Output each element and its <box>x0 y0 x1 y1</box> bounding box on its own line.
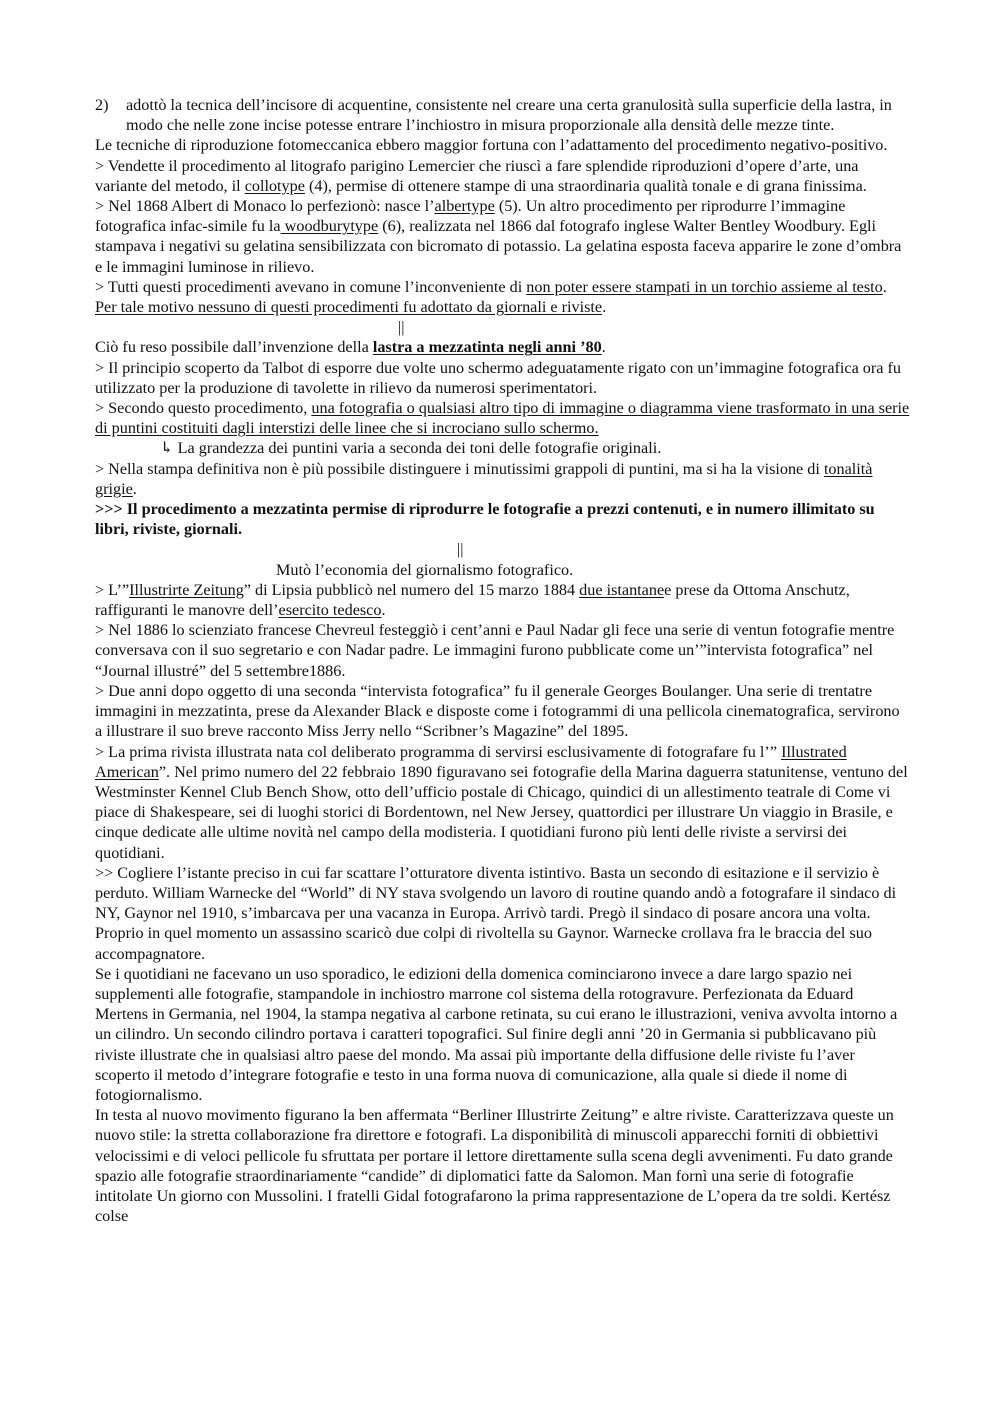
paragraph-berliner: In testa al nuovo movimento figurano la ben affermata “Berliner Illustrirte Zeitung” e altre riviste. Caratterizzava queste un nuovo stile: la stretta collaborazione fra direttore e fotografi. La disponibilità di minuscoli apparecchi forniti di obbiettivi velocissimi e di veloci pellicole fu sfruttata per portare il lettore direttamente sulla scena degli avvenimenti. Fu dato grande spazio alle fotografie straordinariamente “candide” di diplomatici fatte da Salomon. Man fornì una serie di fotografie intitolate Un giorno con Mussolini. I fratelli Gidal fotografarono la prima rappresentazione de L’opera da tre soldi. Kertész colse <box>95 1106 894 1226</box>
underlined-phrase: Per tale motivo nessuno di questi procedimenti fu adottato da giornali e riviste <box>95 298 603 317</box>
text-run: ” di Lipsia pubblicò nel numero del 15 marzo 1884 <box>243 580 580 599</box>
paragraph-illustrated-american <box>95 742 910 863</box>
paragraph-warnecke: >> Cogliere l’istante preciso in cui far scattare l’otturatore diventa istintivo. Basta un secondo di esitazione e il servizio è perduto. William Warnecke del “World” di NY stava svolgendo un lavoro di routine quando andò a fotografare il sindaco di NY, Gaynor nel 1910, s’imbarcava per una vacanza in Europa. Arrivò tardi. Pregò il sindaco di posare ancora una volta. Proprio in quel momento un assassino scaricò due colpi di rivoltella su Gaynor. Warnecke crollava fra le braccia del suo accompagnatore. <box>95 863 897 963</box>
text-run: > L’” <box>95 580 130 599</box>
text-run: (5). Un altro procedimento per riprodurre l’immagine fotografica infac-simile fu la <box>95 197 846 236</box>
text-run: . <box>381 601 386 620</box>
text-run: > Vendette il procedimento al litografo parigino Lemercier che riuscì a fare splendide riproduzioni d’opere d’arte, una variante del metodo, il <box>95 156 859 195</box>
numbered-paragraph-2 <box>95 95 910 135</box>
text-run: > Tutti questi procedimenti avevano in comune l’inconveniente di <box>95 277 527 296</box>
text-run: ”. Nel primo numero del 22 febbraio 1890 figuravano sei fotografie della Marina daguerra statunitense, ventuno del Westminster Kennel Club Bench Show, otto dell’ufficio postale di Chicago, quindici di un allestimento teatrale di Come vi piace di Shakespeare, sei di luoghi storici di Bordentown, nel New Jersey, quattordici per illustrare Un viaggio in Brasile, e cinque dedicate alle ultime novità nel campo della modisteria. I quotidiani furono più lenti delle riviste a servirsi dei quotidiani. <box>95 762 908 862</box>
text-run: e prese da Ottoma Anschutz, raffiguranti le manovre dell’ <box>95 580 850 620</box>
paragraph-rotogravure: Se i quotidiani ne facevano un uso sporadico, le edizioni della domenica cominciarono invece a dare largo spazio nei supplementi alle fotografie, stampandole in inchiostro marrone col sistema della rotogravure. Perfezionata da Eduard Mertens in Germania, nel 1904, la stampa negativa al carbone retinata, su cui erano le illustrazioni, veniva avvolta intorno a un cilindro. Un secondo cilindro portava i caratteri topografici. Sul finire degli anni ’20 in Germania si pubblicavano più riviste illustrate che in qualsiasi altro paese del mondo. Ma assai più importante della diffusione delle riviste fu l’aver scoperto il metodo d’integrare fotografie e testo in una forma nuova di comunicazione, alla quale si diede il nome di fotogiornalismo. <box>95 964 898 1104</box>
text-run: (4), permise di ottenere stampe di una straordinaria qualità tonale e di grana finissima. <box>304 176 867 195</box>
arrow-note: ↳ La grandezza dei puntini varia a seconda dei toni delle fotografie originali. <box>160 439 662 458</box>
underlined-phrase: non poter essere stampati in un torchio assieme al testo <box>526 277 883 296</box>
text-run: > La prima rivista illustrata nata col deliberato programma di servirsi esclusivamente di fotografare fu l’” <box>95 742 782 761</box>
text-run: . <box>602 298 607 317</box>
paragraph-procedimento <box>95 398 910 438</box>
underlined-term: esercito tedesco <box>278 601 382 620</box>
paragraph-lastra-mezzatinta <box>95 337 910 357</box>
paragraph-stampa-definitiva <box>95 459 910 499</box>
centered-line-economia: Mutò l’economia del giornalismo fotografico. <box>276 560 574 579</box>
text-run: > Secondo questo procedimento, <box>95 399 312 418</box>
underlined-term: Illustrated American <box>95 742 847 781</box>
underlined-term: due istantane <box>579 580 665 599</box>
paragraph-inconveniente <box>95 277 910 317</box>
paragraph-text: adottò la tecnica dell’incisore di acquentine, consistente nel creare una certa granulosità sulla superficie della lastra, in modo che nelle zone incise potesse entrare l’inchiostro in misura proporzionale alla densità delle mezze tinte. <box>126 96 892 135</box>
paragraph-albertype <box>95 196 910 277</box>
underlined-term-albertype: albertype <box>434 197 495 216</box>
text-run: . <box>882 277 887 296</box>
underlined-term-woodburytype: woodburytype <box>280 217 379 236</box>
paragraph-talbot: > Il principio scoperto da Talbot di esporre due volte uno schermo adeguatamente rigato con un’immagine fotografica ora fu utilizzato per la produzione di tavolette in rilievo da numerosi sperimentatori. <box>95 358 902 397</box>
underlined-term-collotype: collotype <box>244 176 305 195</box>
bold-underlined-phrase: lastra a mezzatinta negli anni ’80 <box>372 338 602 357</box>
paragraph-lemercier <box>95 156 910 196</box>
underlined-phrase: una fotografia o qualsiasi altro tipo di immagine o diagramma viene trasformato in una serie di puntini costituiti dagli interstizi delle linee che si incrociano sullo schermo. <box>95 399 910 438</box>
text-run: . <box>132 479 137 498</box>
double-bar-connector: || <box>398 318 405 337</box>
paragraph-illustrirte-zeitung <box>95 580 910 620</box>
text-run: > Nella stampa definitiva non è più possibile distinguere i minutissimi grappoli di puntini, ma si ha la visione di <box>95 459 824 478</box>
text-run: > Nel 1868 Albert di Monaco lo perfezionò: nasce l’ <box>95 197 435 216</box>
text-run: . <box>601 338 606 357</box>
double-bar-connector: || <box>457 540 464 559</box>
underlined-term: tonalità grigie <box>95 459 873 498</box>
bold-paragraph-mezzatinta: >>> Il procedimento a mezzatinta permise di riprodurre le fotografie a prezzi contenuti, e in numero illimitato su libri, riviste, giornali. <box>95 500 875 539</box>
text-run: (6), realizzata nel 1866 dal fotografo inglese Walter Bentley Woodbury. Egli stampava i negativi su gelatina sensibilizzata con bicromato di potassio. La gelatina esposta faceva apparire le zone d’ombra e le immagini luminose in rilievo. <box>95 217 902 276</box>
paragraph-boulanger: > Due anni dopo oggetto di una seconda “intervista fotografica” fu il generale Georges Boulanger. Una serie di trentatre immagini in mezzatinta, prese da Alexander Black e disposte come i fotogrammi di una pellicola cinematografica, servirono a illustrare il suo breve racconto Miss Jerry nello “Scribner’s Magazine” del 1895. <box>95 681 900 741</box>
paragraph-chevreul: > Nel 1886 lo scienziato francese Chevreul festeggiò i cent’anni e Paul Nadar gli fece una serie di ventun fotografie mentre conversava con il suo segretario e con Nadar padre. Le immagini furono pubblicate come un’”intervista fotografica” nel “Journal illustré” del 5 settembre1886. <box>95 621 895 680</box>
list-number: 2) <box>95 96 109 114</box>
underlined-term: Illustrirte Zeitung <box>129 580 244 599</box>
text-run: Ciò fu reso possibile dall’invenzione della <box>95 338 373 357</box>
paragraph-negativo-positivo: Le tecniche di riproduzione fotomeccanica ebbero maggior fortuna con l’adattamento del procedimento negativo-positivo. <box>95 136 888 155</box>
document-page <box>95 95 910 1226</box>
